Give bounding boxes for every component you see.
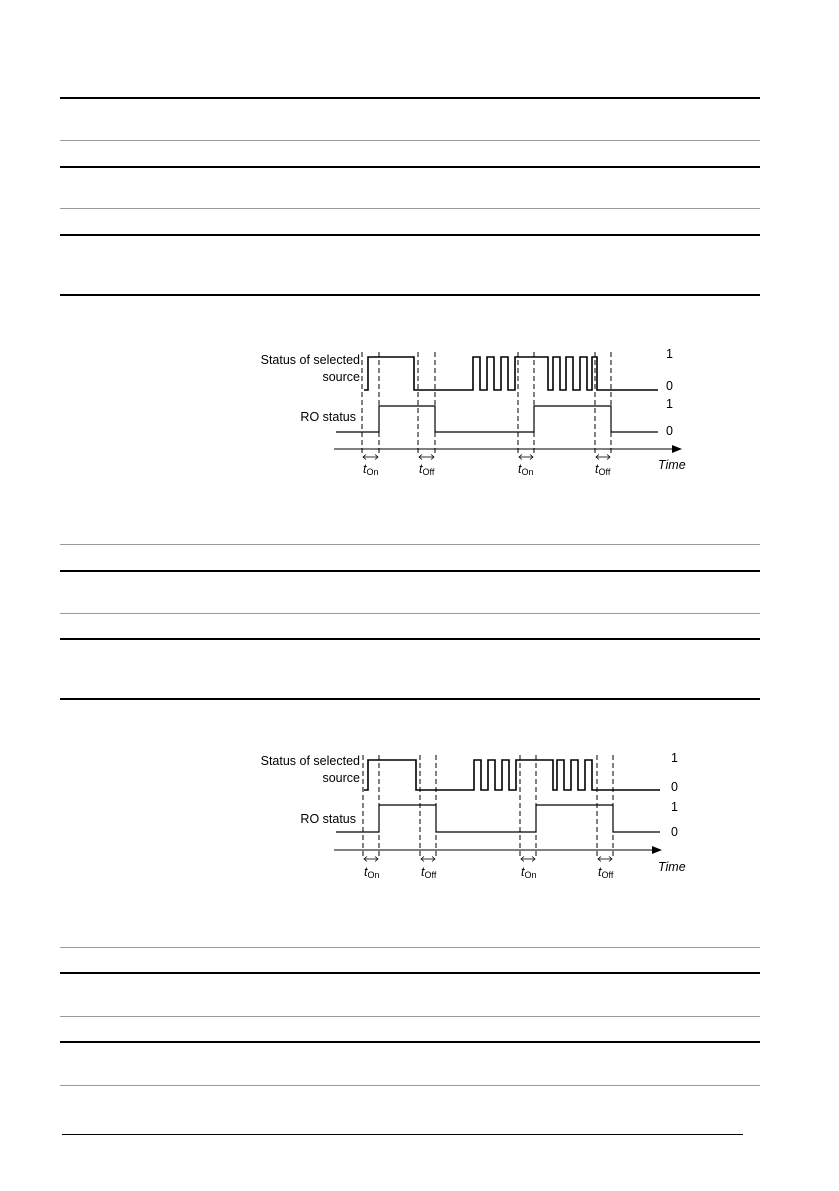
ro-status-trace (336, 406, 658, 432)
timing-diagram (240, 743, 700, 883)
table-rule (60, 166, 760, 168)
t-on-label: tOn (521, 865, 537, 880)
interval-arrows (364, 857, 612, 862)
timing-diagram (240, 340, 700, 480)
table-rule (60, 208, 760, 209)
table-rule (60, 638, 760, 640)
ro-status-trace (336, 805, 660, 832)
level-low-label: 0 (671, 780, 678, 794)
table-rule (60, 570, 760, 572)
level-low-label: 0 (666, 424, 673, 438)
ro-status-label: RO status (300, 812, 356, 826)
table-rule (60, 1085, 760, 1086)
time-axis-arrow (672, 445, 682, 453)
source-label-line2: source (322, 370, 360, 384)
table-rule (60, 1016, 760, 1017)
t-off-label: tOff (598, 865, 614, 880)
source-signal-trace (364, 760, 660, 790)
table-rule (60, 613, 760, 614)
table-rule (60, 234, 760, 236)
level-low-label: 0 (671, 825, 678, 839)
t-off-label: tOff (595, 462, 611, 477)
table-rule (60, 972, 760, 974)
level-high-label: 1 (671, 800, 678, 814)
ro-status-label: RO status (300, 410, 356, 424)
time-axis-arrow (652, 846, 662, 854)
level-high-label: 1 (666, 347, 673, 361)
level-high-label: 1 (671, 751, 678, 765)
table-rule (60, 140, 760, 141)
interval-arrows (363, 455, 610, 460)
source-signal-trace (364, 357, 658, 390)
table-rule (60, 294, 760, 296)
time-axis-label: Time (658, 860, 686, 874)
footer-rule (62, 1134, 743, 1135)
source-label-line2: source (322, 771, 360, 785)
t-off-label: tOff (419, 462, 435, 477)
time-axis-label: Time (658, 458, 686, 472)
table-rule (60, 947, 760, 948)
t-off-label: tOff (421, 865, 437, 880)
level-low-label: 0 (666, 379, 673, 393)
table-rule (60, 698, 760, 700)
source-label-line1: Status of selected (260, 754, 360, 768)
level-high-label: 1 (666, 397, 673, 411)
t-on-label: tOn (518, 462, 534, 477)
table-rule (60, 544, 760, 545)
t-on-label: tOn (364, 865, 380, 880)
t-on-label: tOn (363, 462, 379, 477)
source-label-line1: Status of selected (260, 353, 360, 367)
table-rule (60, 1041, 760, 1043)
table-rule (60, 97, 760, 99)
